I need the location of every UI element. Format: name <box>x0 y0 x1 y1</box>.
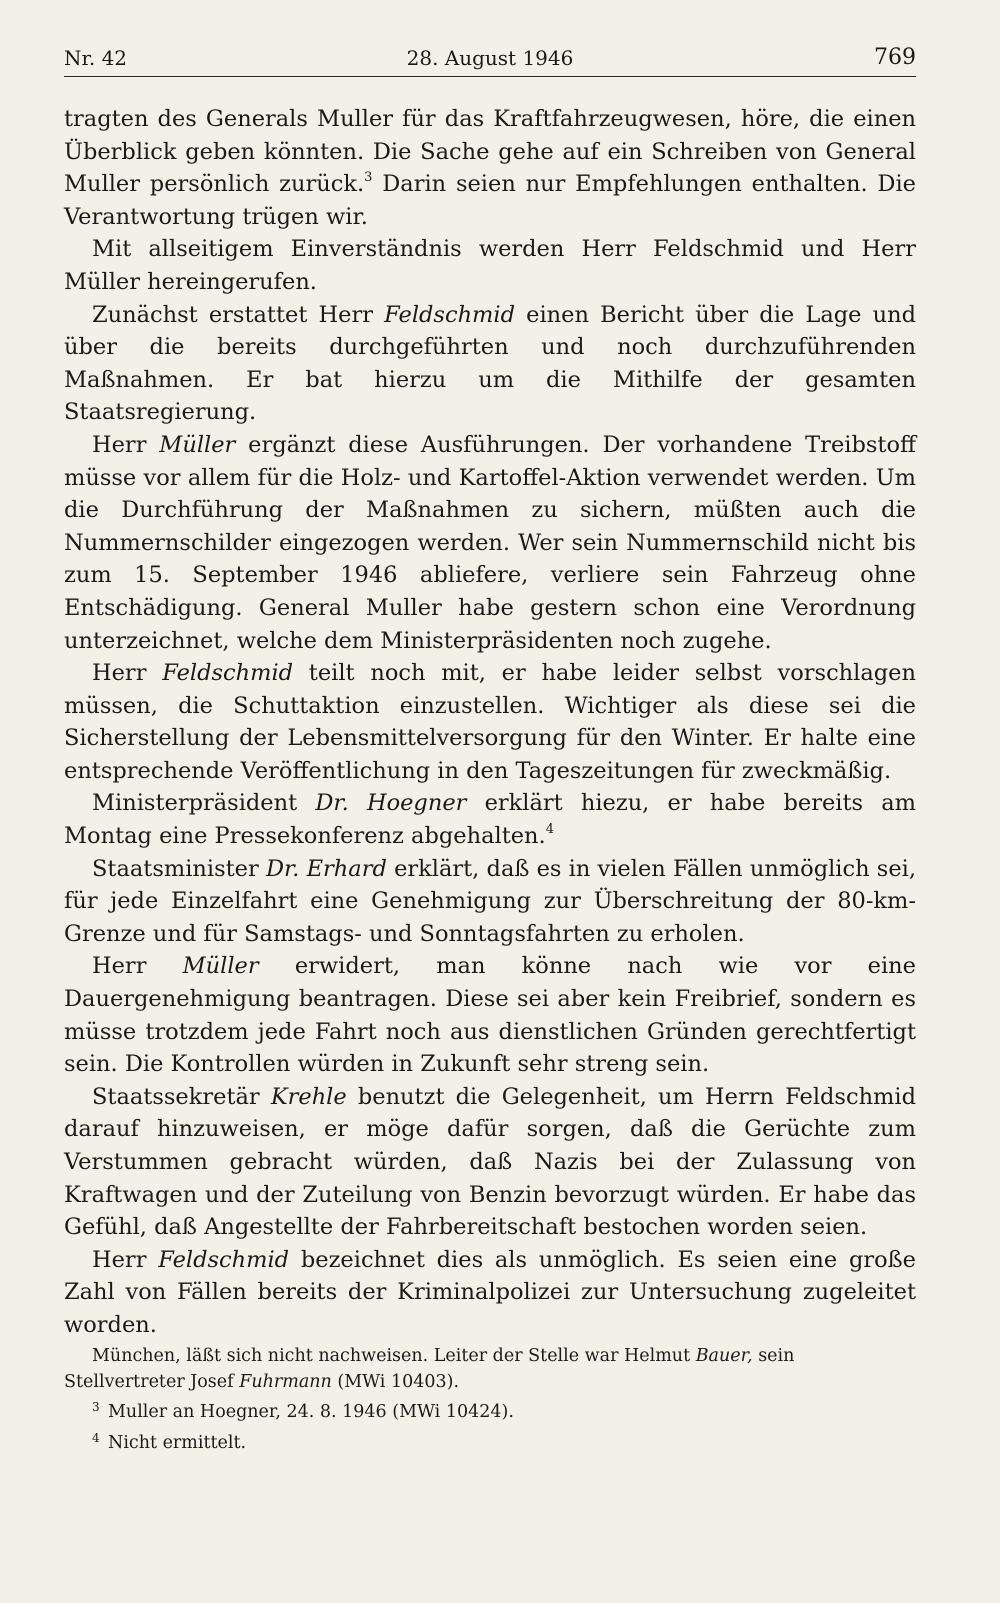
paragraph-text: einen Bericht über die Lage und über die bereits durchgeführten und noch durchzuführenden Maßnahmen. Er bat hierzu um die Mithilfe der gesamten Staatsregierung. <box>64 301 916 426</box>
paragraph-text: ergänzt diese Ausführungen. Der vorhandene Treibstoff müsse vor allem für die Holz- und Kartoffel-Aktion verwendet werden. Um die Durchführung der Maßnahmen zu sichern, müßten auch die Nummernschilder eingezogen werden. Wer sein Nummernschild nicht bis zum 15. September 1946 abliefere, verliere sein Fahrzeug ohne Entschädigung. General Muller habe gestern schon eine Verordnung unterzeichnet, welche dem Ministerpräsidenten noch zugehe. <box>64 431 916 654</box>
footnote-4 <box>92 1426 916 1457</box>
footnote-continuation <box>64 1344 916 1395</box>
footnote-text: Nicht ermittelt. <box>108 1432 247 1453</box>
speaker-name: Feldschmid <box>162 660 294 687</box>
speaker-name: Müller <box>182 953 259 980</box>
paragraph-text: Ministerpräsident <box>92 790 316 817</box>
paragraph-10 <box>64 1244 916 1342</box>
speaker-name: Dr. Erhard <box>265 855 387 882</box>
paragraph-text: Herr <box>92 660 163 687</box>
speaker-name: Krehle <box>270 1083 347 1110</box>
paragraph-2: Mit allseitigem Einverständnis werden Herr Feldschmid und Herr Müller hereingerufen. <box>64 236 916 295</box>
paragraph-text: erklärt hiezu, er habe bereits am Montag eine Pressekonferenz abgehalten. <box>64 790 916 850</box>
body-text <box>64 103 916 1342</box>
footnote-text: Muller an Hoegner, 24. 8. 1946 (MWi 10424). <box>108 1402 514 1422</box>
speaker-name: Feldschmid <box>158 1246 290 1273</box>
page-number: 769 <box>874 45 916 70</box>
paragraph-text: tragten des Generals Muller für das Kraftfahrzeugwesen, höre, die einen Überblick geben könnten. Die Sache gehe auf ein Schreiben von General Muller persönlich zurück. <box>64 106 916 198</box>
paragraph-3 <box>64 299 916 429</box>
paragraph-text: erwidert, man könne nach wie vor eine Dauergenehmigung beantragen. Diese sei aber kein Freibrief, sondern es müsse trotzdem jede Fahrt noch aus dienstlichen Gründen gerechtfertigt sein. Die Kontrollen würden in Zukunft sehr streng sein. <box>64 953 916 1078</box>
footnote-mark: 3 <box>92 1400 100 1414</box>
paragraph-9 <box>64 1081 916 1244</box>
footnotes <box>64 1344 916 1456</box>
paragraph-4 <box>64 429 916 657</box>
person-name: Bauer, <box>695 1346 753 1366</box>
speaker-name: Dr. Hoegner <box>315 790 467 817</box>
paragraph-1 <box>64 103 916 233</box>
paragraph-text: Staatssekretär <box>92 1083 271 1110</box>
paragraph-text: Herr <box>92 953 183 980</box>
paragraph-text: bezeichnet dies als unmöglich. Es seien eine große Zahl von Fällen bereits der Kriminalpolizei zur Untersuchung zugeleitet worden. <box>64 1246 916 1338</box>
paragraph-text: erklärt, daß es in vielen Fällen unmöglich sei, für jede Einzelfahrt eine Genehmigung zur Überschreitung der 80-km-Grenze und für Samstags- und Sonntagsfahrten zu erholen. <box>64 855 916 947</box>
running-header <box>64 44 916 77</box>
paragraph-7 <box>64 853 916 951</box>
footnote-ref-4: 4 <box>545 822 554 838</box>
paragraph-text: benutzt die Gelegenheit, um Herrn Feldschmid darauf hinzuweisen, er möge dafür sorgen, daß die Gerüchte zum Verstummen gebracht würden, daß Nazis bei der Zulassung von Kraftwagen und der Zuteilung von Benzin bevorzugt würden. Er habe das Gefühl, daß Angestellte der Fahrbereitschaft bestochen worden seien. <box>64 1083 916 1241</box>
person-name: Fuhrmann <box>239 1371 332 1392</box>
footnote-3 <box>92 1395 916 1426</box>
paragraph-5 <box>64 657 916 787</box>
speaker-name: Feldschmid <box>384 301 515 328</box>
footnote-text: sein Stellvertreter Josef <box>64 1346 795 1392</box>
paragraph-text: Zunächst erstattet Herr <box>92 301 385 328</box>
footnote-text: München, läßt sich nicht nachweisen. Leiter der Stelle war Helmut <box>92 1346 696 1366</box>
paragraph-8 <box>64 950 916 1080</box>
speaker-name: Müller <box>159 431 236 458</box>
paragraph-text: Staatsminister <box>92 855 266 882</box>
header-date: 28. August 1946 <box>406 46 574 70</box>
paragraph-6 <box>64 787 916 852</box>
footnote-mark: 4 <box>92 1430 100 1445</box>
paragraph-text: Darin seien nur Empfehlungen enthalten. Die Verantwortung trügen wir. <box>64 171 916 230</box>
paragraph-text: Herr <box>92 431 160 458</box>
paragraph-text: teilt noch mit, er habe leider selbst vorschlagen müssen, die Schuttaktion einzustellen. Wichtiger als diese sei die Sicherstellung der Lebensmittelversorgung für den Winter. Er halte eine entsprechende Veröffentlichung in den Tageszeitungen für zweckmäßig. <box>64 660 916 784</box>
footnote-ref-3: 3 <box>364 170 373 186</box>
paragraph-text: Herr <box>92 1246 159 1273</box>
footnote-text: (MWi 10403). <box>331 1371 460 1392</box>
issue-number: Nr. 42 <box>64 46 128 70</box>
